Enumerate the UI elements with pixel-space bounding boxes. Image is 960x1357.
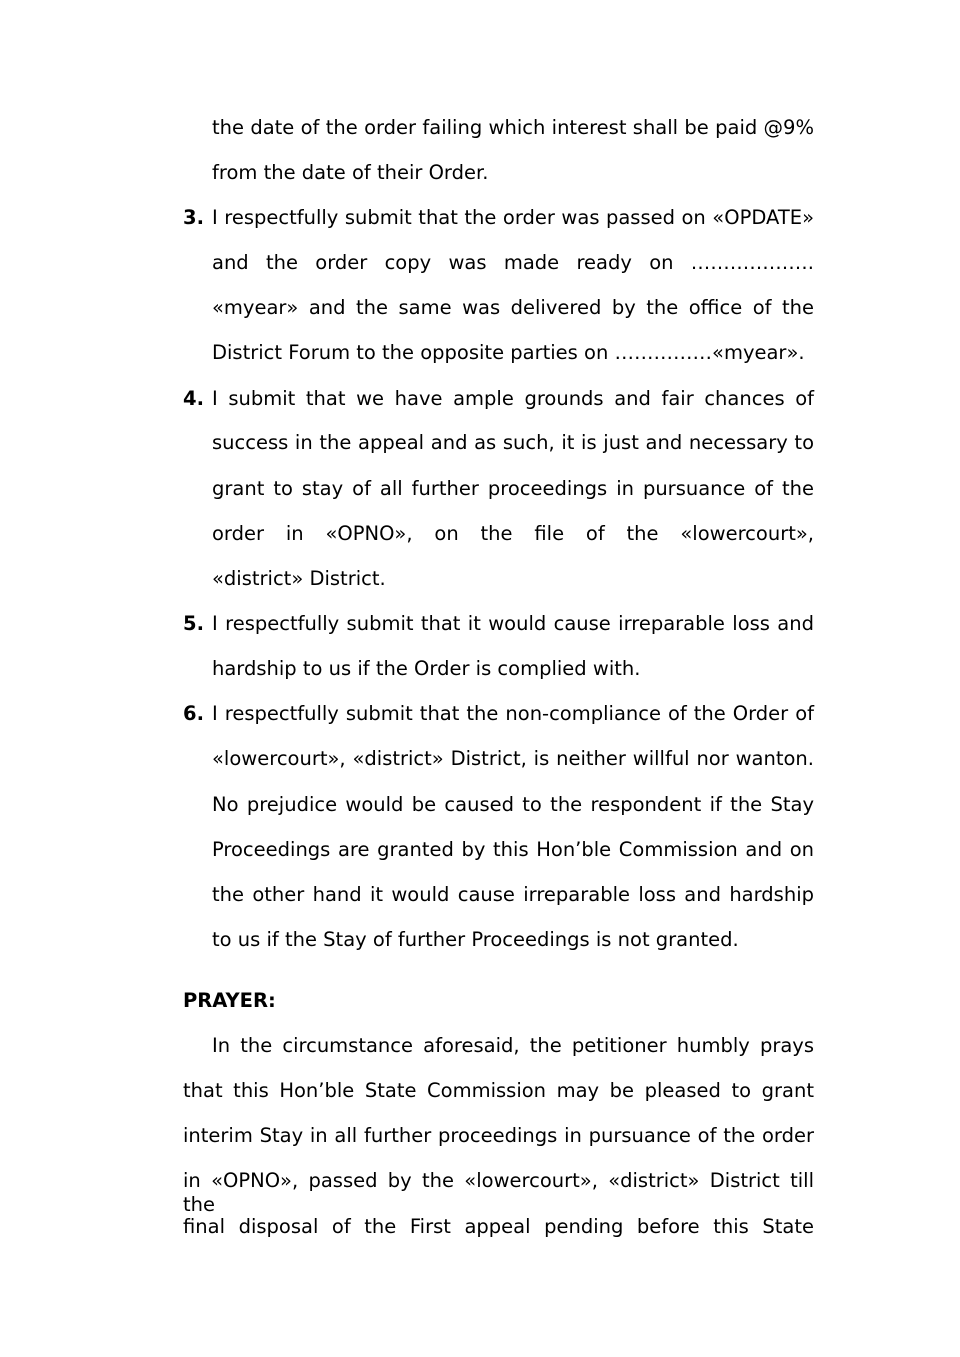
- paragraph-line: I submit that we have ample grounds and fair chances of: [212, 387, 814, 410]
- paragraph-line: I respectfully submit that the non-compliance of the Order of: [212, 702, 814, 725]
- paragraph-line: and the order copy was made ready on ……………….: [212, 251, 814, 274]
- paragraph-line: grant to stay of all further proceedings in pursuance of the: [212, 477, 814, 500]
- paragraph-line: hardship to us if the Order is complied with.: [212, 657, 641, 680]
- paragraph-line: from the date of their Order.: [212, 161, 489, 184]
- paragraph-line: In the circumstance aforesaid, the petitioner humbly prays: [212, 1034, 814, 1057]
- paragraph-line: I respectfully submit that the order was passed on «OPDATE»: [212, 206, 814, 229]
- paragraph-line: No prejudice would be caused to the respondent if the Stay: [212, 793, 814, 816]
- paragraph-line: «district» District.: [212, 567, 386, 590]
- paragraph-line: that this Hon’ble State Commission may be pleased to grant: [183, 1079, 814, 1102]
- paragraph-line: success in the appeal and as such, it is just and necessary to: [212, 431, 814, 454]
- paragraph-line: Proceedings are granted by this Hon’ble Commission and on: [212, 838, 814, 861]
- paragraph-line: the date of the order failing which interest shall be paid @9%: [212, 116, 814, 139]
- paragraph-line: in «OPNO», passed by the «lowercourt», «district» District till the: [183, 1169, 814, 1216]
- paragraph-line: to us if the Stay of further Proceedings is not granted.: [212, 928, 739, 951]
- prayer-heading: PRAYER:: [183, 989, 276, 1012]
- item-number: 5.: [183, 612, 204, 635]
- item-number: 6.: [183, 702, 204, 725]
- paragraph-line: «myear» and the same was delivered by the office of the: [212, 296, 814, 319]
- paragraph-line: District Forum to the opposite parties on ……………«myear».: [212, 341, 805, 364]
- paragraph-line: «lowercourt», «district» District, is neither willful nor wanton.: [212, 747, 814, 770]
- item-number: 3.: [183, 206, 204, 229]
- paragraph-line: the other hand it would cause irreparable loss and hardship: [212, 883, 814, 906]
- item-number: 4.: [183, 387, 204, 410]
- paragraph-line: I respectfully submit that it would cause irreparable loss and: [212, 612, 814, 635]
- paragraph-line: final disposal of the First appeal pending before this State: [183, 1215, 814, 1238]
- paragraph-line: order in «OPNO», on the file of the «lowercourt»,: [212, 522, 814, 545]
- paragraph-line: interim Stay in all further proceedings in pursuance of the order: [183, 1124, 814, 1147]
